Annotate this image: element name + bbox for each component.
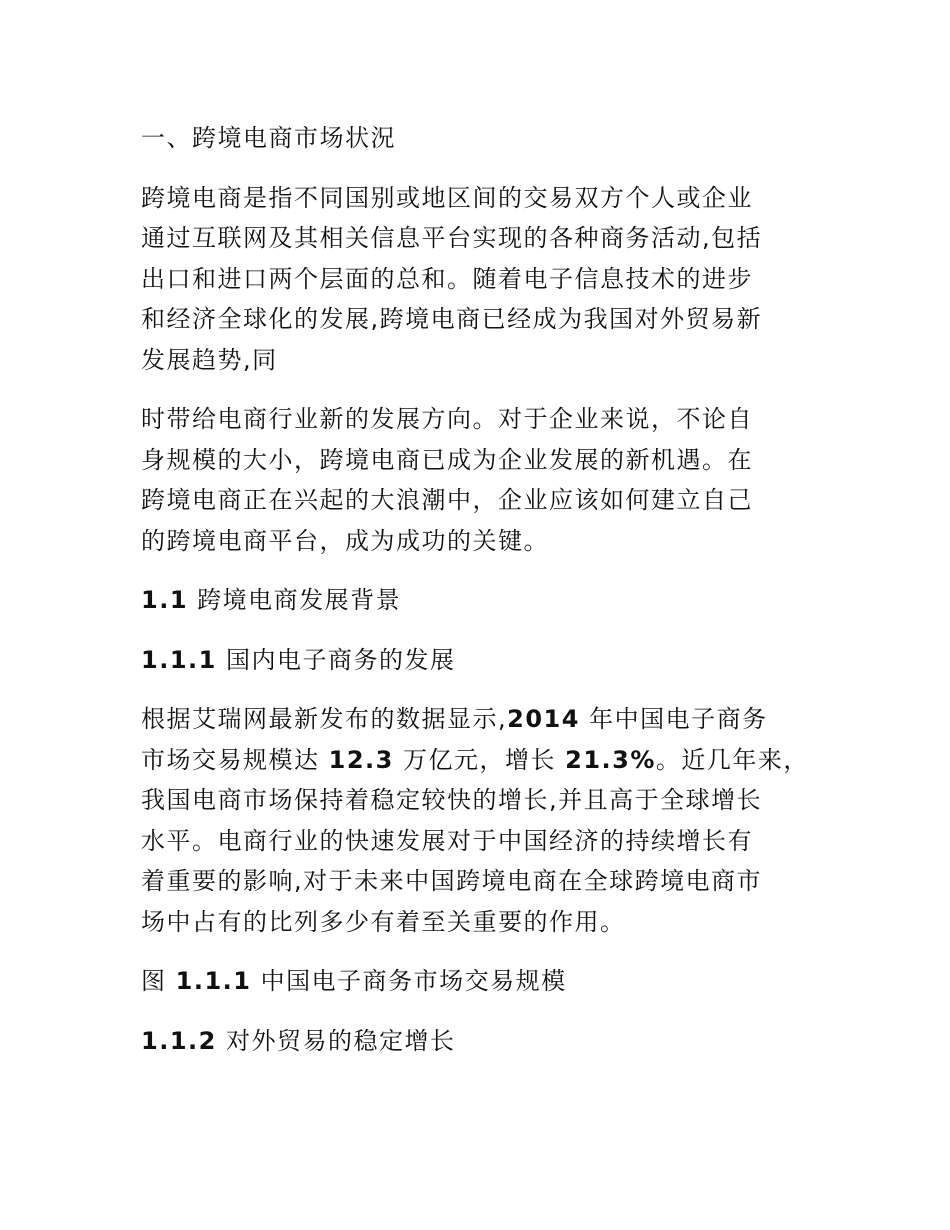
subsection-heading-1-1: [141, 580, 821, 621]
paragraph-continuation: [141, 399, 821, 561]
heading-number: 1.1: [141, 586, 189, 614]
paragraph-line: 的跨境电商平台，成为成功的关键。: [141, 526, 549, 555]
paragraph-line: 身规模的大小，跨境电商已成为企业发展的新机遇。在: [141, 445, 753, 474]
heading-number: 1.1.2: [141, 1026, 217, 1055]
paragraph-line: [141, 699, 821, 740]
figure-caption: [141, 961, 821, 1002]
heading-line: [141, 580, 821, 621]
document-body: [141, 118, 821, 1061]
paragraph-line: [141, 740, 821, 781]
paragraph-gap: [141, 1002, 821, 1021]
paragraph-line: 着重要的影响,对于未来中国跨境电商在全球跨境电商市: [141, 867, 763, 895]
heading-line: [141, 1021, 821, 1062]
heading-text: 跨境电商发展背景: [188, 586, 402, 614]
paragraph-line: 和经济全球化的发展,跨境电商已经成为我国对外贸易新: [141, 305, 763, 333]
paragraph-line: 水平。电商行业的快速发展对于中国经济的持续增长有: [141, 826, 753, 855]
paragraph-line: 通过互联网及其相关信息平台实现的各种商务活动,包括: [141, 224, 763, 252]
caption-line: [141, 961, 821, 1002]
text-run: 市场交易规模达: [141, 745, 329, 774]
paragraph-line: 跨境电商是指不同国别或地区间的交易双方个人或企业: [141, 183, 753, 212]
heading-number: 1.1.1: [141, 645, 217, 674]
paragraph-line: 时带给电商行业新的发展方向。对于企业来说，不论自: [141, 405, 753, 433]
paragraph-gap: [141, 680, 821, 699]
subsection-heading-1-1-2: [141, 1021, 821, 1062]
heading-text: 对外贸易的稳定增长: [216, 1026, 456, 1055]
subsection-heading-1-1-1: [141, 640, 821, 681]
heading-line: 一、跨境电商市场状況: [141, 124, 396, 152]
paragraph-gap: [141, 380, 821, 399]
figure-number: 1.1.1: [175, 967, 252, 995]
paragraph-line: 场中占有的比列多少有着至关重要的作用。: [141, 907, 626, 936]
trade-volume-value: 12.3: [328, 745, 394, 774]
paragraph-gap: [141, 621, 821, 640]
text-run: 根据艾瑞网最新发布的数据显示,: [141, 705, 508, 733]
paragraph-intro: [141, 178, 821, 381]
paragraph-line: 出口和进口两个层面的总和。随着电子信息技术的进步: [141, 264, 753, 293]
paragraph-line: 我国电商市场保持着稳定较快的增长,并且高于全球增长: [141, 786, 763, 814]
growth-rate-value: 21.3%: [565, 745, 656, 774]
caption-prefix: 图: [141, 967, 176, 995]
paragraph-gap: [141, 561, 821, 580]
paragraph-gap: [141, 159, 821, 178]
text-run: 。近几年来，: [655, 745, 809, 774]
section-heading: [141, 118, 821, 159]
caption-text: 中国电子商务市场交易规模: [251, 967, 567, 995]
paragraph-line: 发展趋势,同: [141, 345, 278, 374]
paragraph-market-data: [141, 699, 821, 942]
paragraph-gap: [141, 942, 821, 961]
text-run: 年中国电子商务: [579, 705, 768, 733]
heading-text: 国内电子商务的发展: [216, 645, 456, 674]
year-value: 2014: [507, 705, 580, 733]
text-run: 万亿元，增长: [393, 745, 566, 774]
heading-line: [141, 640, 821, 681]
paragraph-line: 跨境电商正在兴起的大浪潮中，企业应该如何建立自己: [141, 486, 753, 514]
